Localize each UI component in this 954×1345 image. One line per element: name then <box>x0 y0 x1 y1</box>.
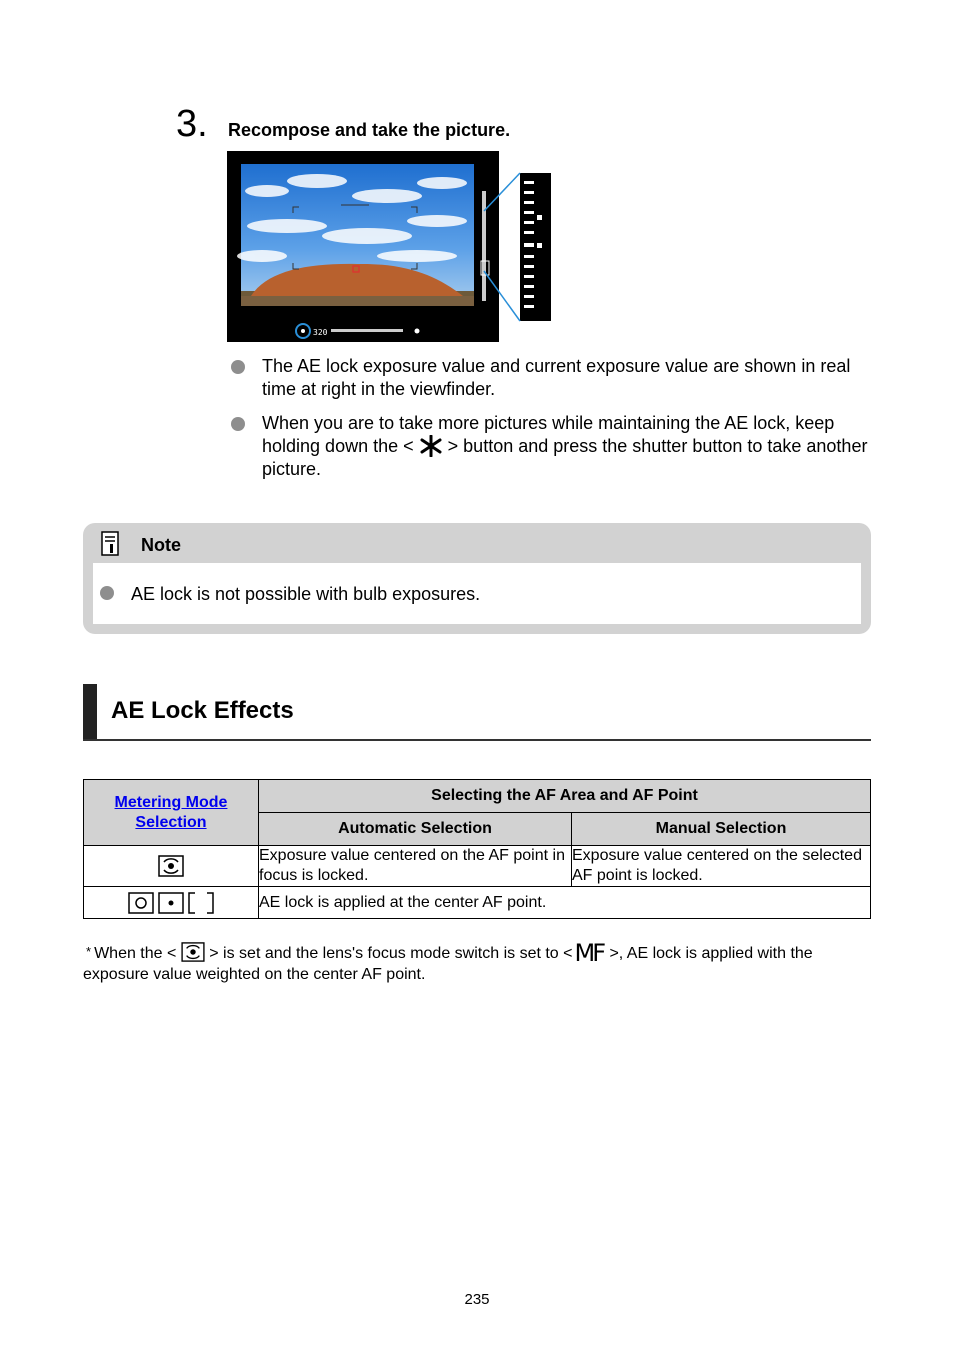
svg-text:320: 320 <box>313 328 328 337</box>
af-area-header: Selecting the AF Area and AF Point <box>259 780 871 813</box>
metering-mode-header <box>84 780 259 846</box>
viewfinder-illustration <box>227 151 551 342</box>
note-item: AE lock is not possible with bulb exposures. <box>131 584 481 604</box>
ae-lock-effects-table <box>83 779 871 919</box>
bullet-dot-icon <box>231 360 245 374</box>
evaluative-metering-icon <box>181 942 205 962</box>
section-marker <box>83 684 97 740</box>
table-cell: Exposure value centered on the AF point in focus is locked. <box>259 846 572 887</box>
table-row <box>84 846 871 887</box>
page-number: 235 <box>464 1291 490 1308</box>
step-instruction: Recompose and take the picture. <box>228 120 511 140</box>
table-row <box>84 887 871 919</box>
bullet-dot-icon <box>100 586 114 600</box>
metering-mode-selection-link[interactable]: Metering Mode Selection <box>114 793 228 831</box>
center-weighted-icon <box>188 892 214 914</box>
step-number: 3. <box>176 103 208 145</box>
bullet-list <box>230 355 870 492</box>
footnote: * When the < > is set and the lens's focus mode switch is set to <MF >, AE lock is applied with the exposure value weighted on the center AF point. <box>83 939 813 983</box>
partial-metering-icon <box>128 892 154 914</box>
evaluative-metering-cell <box>84 846 259 887</box>
note-title: Note <box>141 535 181 555</box>
list-item: When you are to take more pictures while maintaining the AE lock, keep holding down the < > button and press the shutter button to take another picture. <box>230 412 870 481</box>
other-metering-cell <box>84 887 259 919</box>
section-divider <box>83 739 871 741</box>
note-memo-icon <box>100 531 120 557</box>
bullet-dot-icon <box>231 417 245 431</box>
manual-selection-header: Manual Selection <box>572 813 871 846</box>
list-item: The AE lock exposure value and current exposure value are shown in real time at right in the viewfinder. <box>230 355 870 401</box>
mf-label: MF <box>574 939 603 967</box>
table-cell: AE lock is applied at the center AF point. <box>259 887 871 919</box>
evaluative-metering-icon <box>158 855 184 877</box>
ae-lock-star-icon <box>419 435 443 457</box>
section-title: AE Lock Effects <box>111 697 294 724</box>
automatic-selection-header: Automatic Selection <box>259 813 572 846</box>
table-cell: Exposure value centered on the selected AF point is locked. <box>572 846 871 887</box>
spot-metering-icon <box>158 892 184 914</box>
